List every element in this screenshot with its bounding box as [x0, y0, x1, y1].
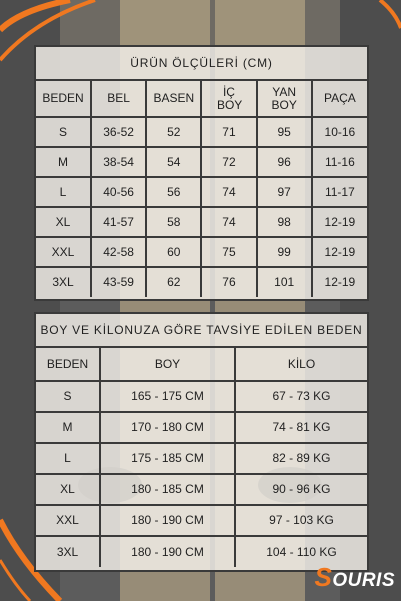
cell: 12-19 [312, 267, 367, 297]
cell: 74 - 81 KG [235, 412, 367, 443]
header-bel: BEL [91, 81, 146, 117]
cell: 41-57 [91, 207, 146, 237]
cell: 98 [257, 207, 312, 237]
header-ic-boy: İÇ BOY [201, 81, 256, 117]
header-beden: BEDEN [36, 348, 100, 381]
table-row [36, 267, 367, 297]
cell: 74 [201, 177, 256, 207]
cell: 180 - 190 CM [100, 536, 235, 567]
cell: 74 [201, 207, 256, 237]
recommendation-title: BOY VE KİLONUZA GÖRE TAVSİYE EDİLEN BEDEN [36, 314, 367, 348]
table-row [36, 505, 367, 536]
cell: 62 [146, 267, 201, 297]
cell: 101 [257, 267, 312, 297]
cell: 97 - 103 KG [235, 505, 367, 536]
cell: XL [36, 207, 91, 237]
cell: 104 - 110 KG [235, 536, 367, 567]
recommendation-table [36, 348, 367, 567]
recommendation-panel [34, 312, 369, 572]
table-row [36, 207, 367, 237]
header-paca: PAÇA [312, 81, 367, 117]
table-row [36, 147, 367, 177]
cell: 95 [257, 117, 312, 147]
cell: 170 - 180 CM [100, 412, 235, 443]
cell: XXL [36, 237, 91, 267]
cell: 3XL [36, 536, 100, 567]
header-kilo: KİLO [235, 348, 367, 381]
cell: M [36, 147, 91, 177]
table-row [36, 474, 367, 505]
header-basen: BASEN [146, 81, 201, 117]
cell: 180 - 190 CM [100, 505, 235, 536]
table-row [36, 117, 367, 147]
cell: S [36, 117, 91, 147]
header-boy: BOY [100, 348, 235, 381]
cell: 40-56 [91, 177, 146, 207]
table-row [36, 412, 367, 443]
cell: 96 [257, 147, 312, 177]
cell: 180 - 185 CM [100, 474, 235, 505]
cell: L [36, 177, 91, 207]
size-chart-header-row [36, 81, 367, 117]
cell: 10-16 [312, 117, 367, 147]
cell: 38-54 [91, 147, 146, 177]
cell: L [36, 443, 100, 474]
cell: XXL [36, 505, 100, 536]
cell: 52 [146, 117, 201, 147]
recommendation-header-row [36, 348, 367, 381]
brand-logo: SOURIS [314, 562, 395, 592]
table-row [36, 177, 367, 207]
cell: 54 [146, 147, 201, 177]
cell: 11-16 [312, 147, 367, 177]
cell: 12-19 [312, 207, 367, 237]
table-row [36, 237, 367, 267]
size-chart-panel [34, 45, 369, 301]
cell: 82 - 89 KG [235, 443, 367, 474]
cell: 56 [146, 177, 201, 207]
header-beden: BEDEN [36, 81, 91, 117]
table-row [36, 443, 367, 474]
cell: 76 [201, 267, 256, 297]
cell: 36-52 [91, 117, 146, 147]
size-chart-title: ÜRÜN ÖLÇÜLERİ (CM) [36, 47, 367, 81]
cell: 97 [257, 177, 312, 207]
cell: S [36, 381, 100, 412]
cell: 12-19 [312, 237, 367, 267]
cell: 99 [257, 237, 312, 267]
table-row [36, 381, 367, 412]
cell: 3XL [36, 267, 91, 297]
header-yan-boy: YAN BOY [257, 81, 312, 117]
cell: XL [36, 474, 100, 505]
cell: 11-17 [312, 177, 367, 207]
cell: 60 [146, 237, 201, 267]
cell: 72 [201, 147, 256, 177]
cell: 175 - 185 CM [100, 443, 235, 474]
cell: 165 - 175 CM [100, 381, 235, 412]
cell: 67 - 73 KG [235, 381, 367, 412]
cell: 58 [146, 207, 201, 237]
size-chart-table [36, 81, 367, 297]
cell: M [36, 412, 100, 443]
cell: 42-58 [91, 237, 146, 267]
cell: 71 [201, 117, 256, 147]
cell: 43-59 [91, 267, 146, 297]
cell: 90 - 96 KG [235, 474, 367, 505]
cell: 75 [201, 237, 256, 267]
